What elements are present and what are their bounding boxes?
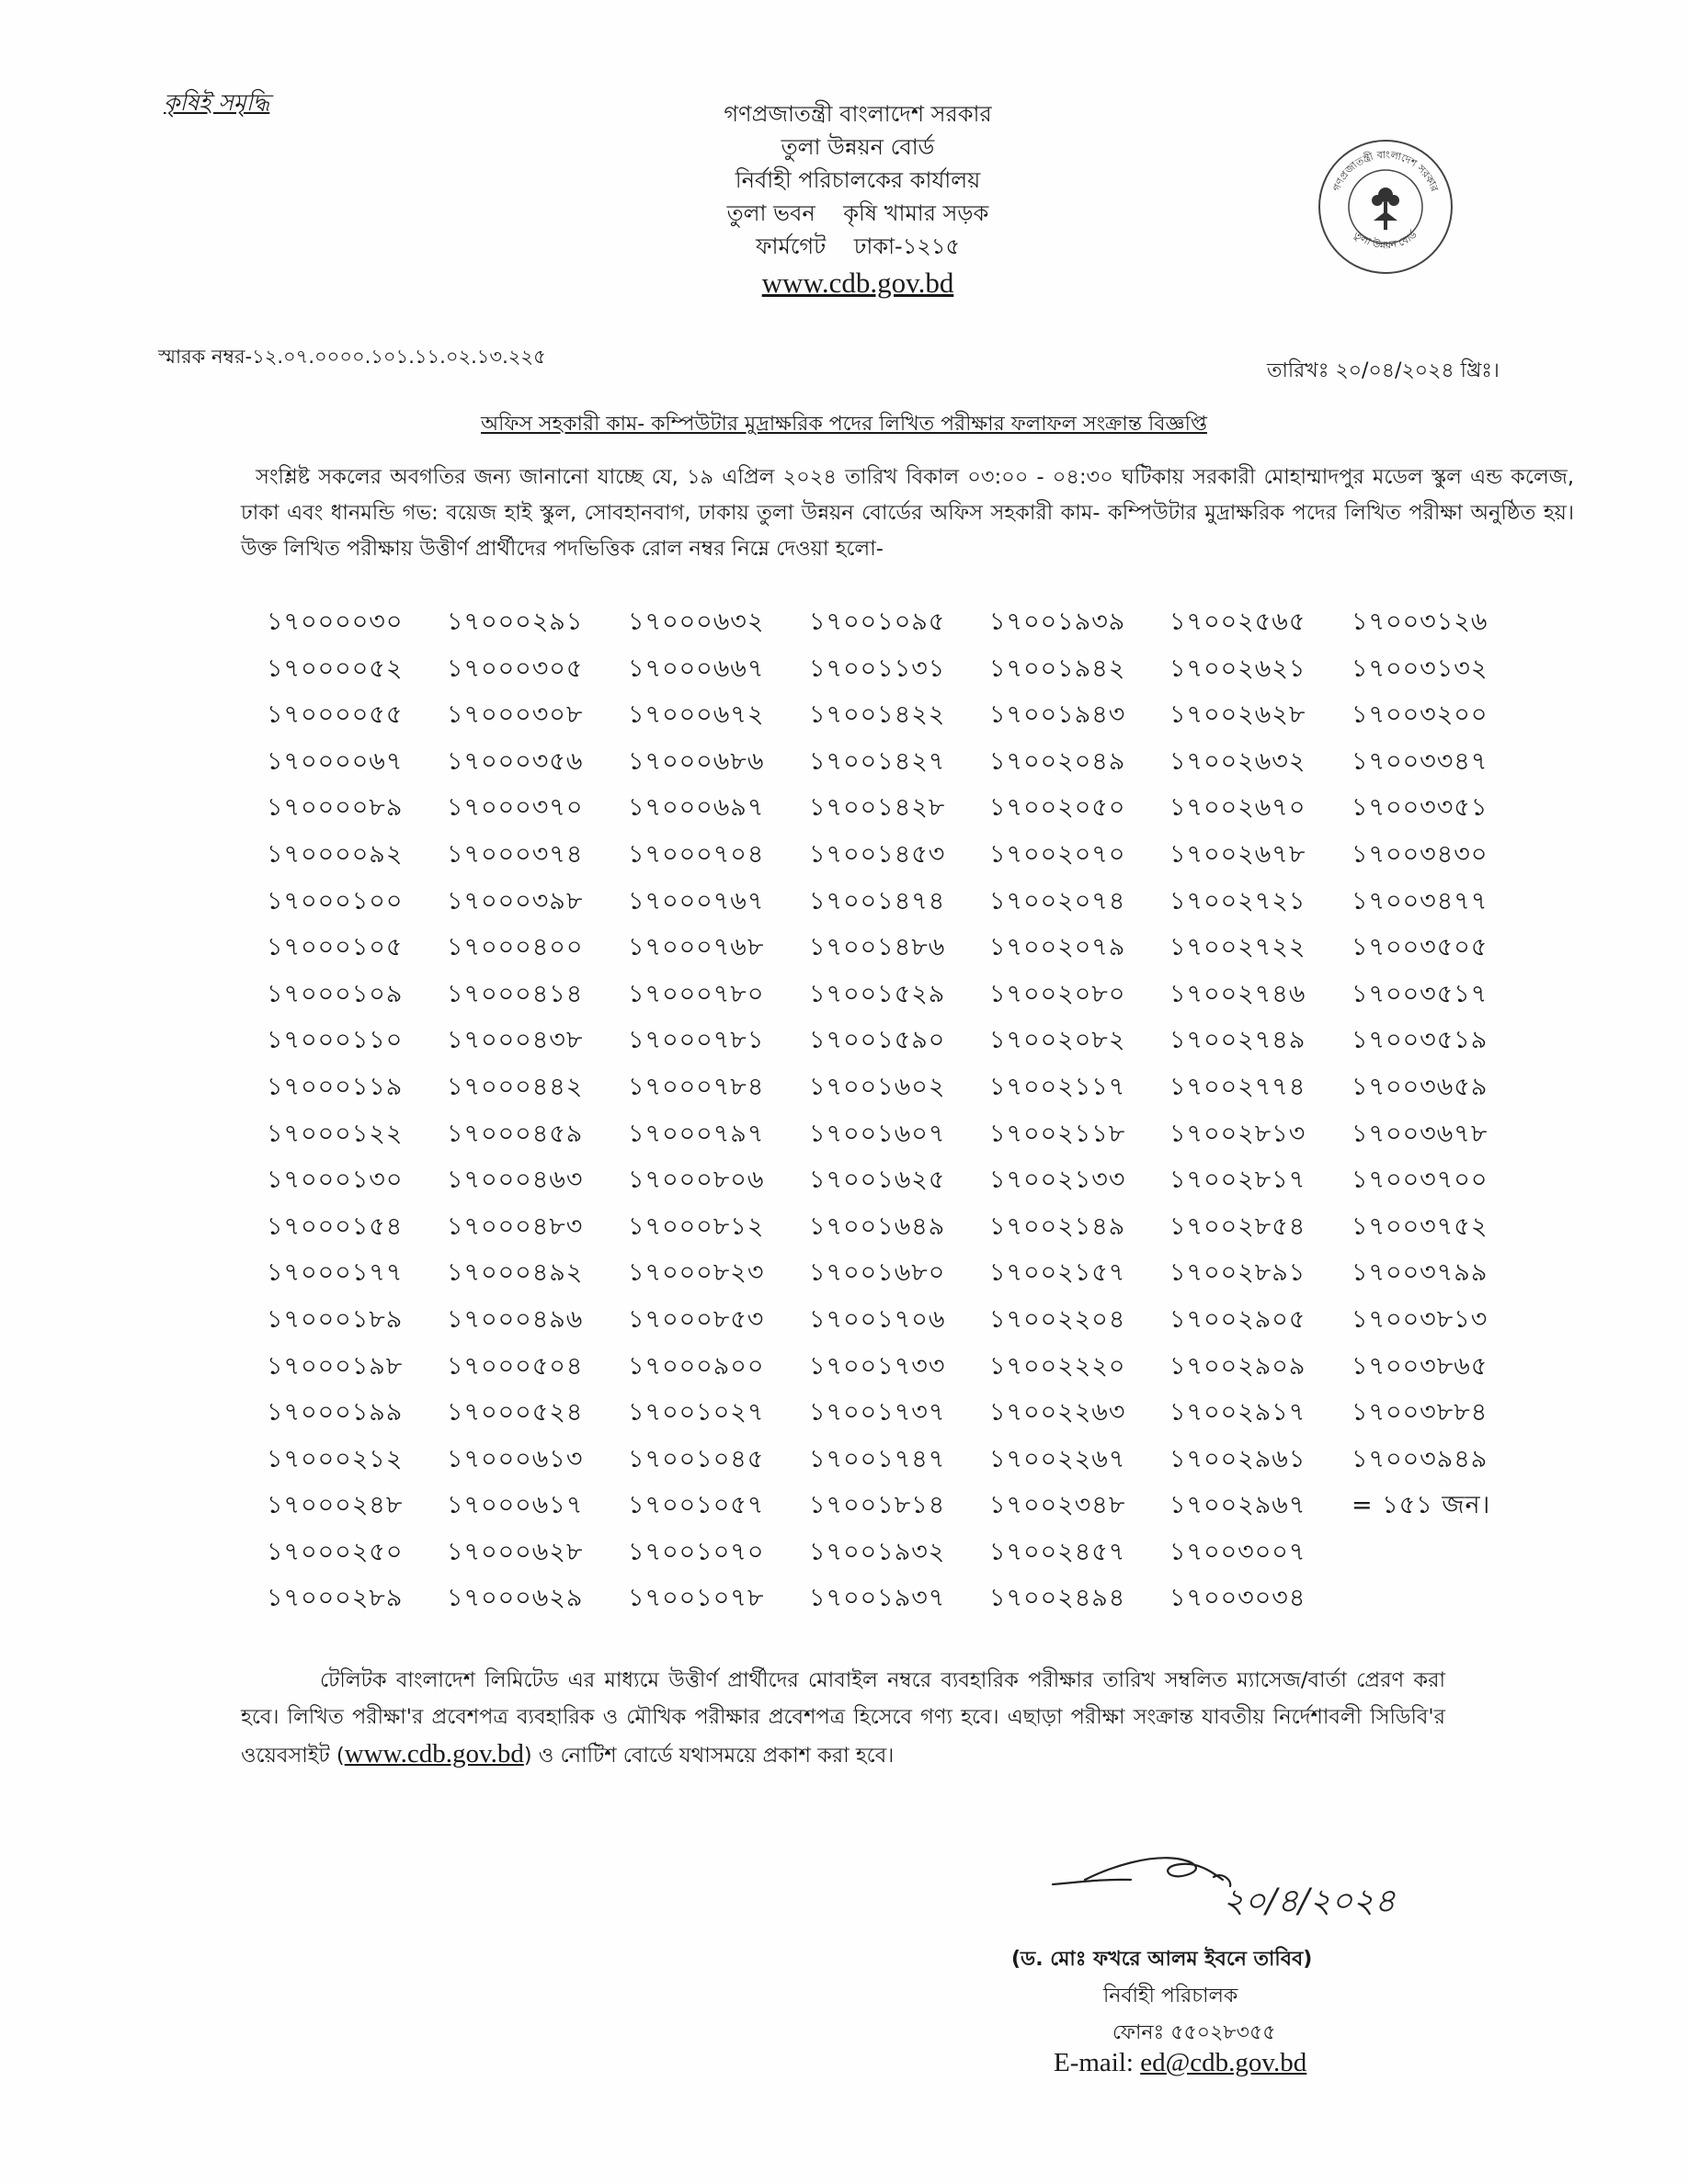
roll-number: ১৭০০১৯৩৭	[809, 1584, 946, 1613]
roll-number: ১৭০০০৪৮৩	[447, 1211, 584, 1241]
roll-number: ১৭০০০৩০৮	[447, 700, 584, 730]
roll-number: ১৭০০৩২০০	[1352, 700, 1488, 730]
roll-number: ১৭০০০৭৬৮	[628, 933, 765, 962]
roll-number: ১৭০০১০৪৫	[628, 1444, 765, 1473]
roll-number: ১৭০০০৭৯৭	[628, 1119, 765, 1148]
roll-number: ১৭০০২৮৫৪	[1169, 1211, 1306, 1241]
footer-website-link[interactable]: www.cdb.gov.bd	[344, 1739, 524, 1769]
roll-number: ১৭০০০৭৮১	[628, 1026, 765, 1055]
roll-number: ১৭০০২৭৭৪	[1169, 1072, 1306, 1101]
roll-number: ১৭০০৩৩৫১	[1352, 793, 1488, 823]
roll-number: ১৭০০১০২৭	[628, 1398, 765, 1428]
roll-number: ১৭০০০০৮৯	[267, 793, 404, 823]
roll-number: ১৭০০২৮১৩	[1169, 1119, 1306, 1148]
roll-number: ১৭০০০৮২৩	[628, 1258, 765, 1288]
roll-number: ১৭০০০৪৬৩	[447, 1166, 584, 1195]
roll-number: ১৭০০০৬৬৭	[628, 654, 765, 683]
header-website-link[interactable]: www.cdb.gov.bd	[761, 267, 954, 299]
svg-text:তুলা উন্নয়ন বোর্ড	[1351, 228, 1420, 251]
roll-number: ১৭০০২৩৪৮	[989, 1491, 1126, 1520]
roll-number: ১৭০০২৬৭০	[1169, 793, 1306, 823]
roll-number: ১৭০০২০৪৯	[989, 746, 1126, 776]
roll-number: ১৭০০৩৭০০	[1352, 1166, 1488, 1195]
roll-number: ১৭০০০৬২৯	[447, 1584, 584, 1613]
roll-number: ১৭০০৩০৩৪	[1169, 1584, 1306, 1613]
memo-number: স্মারক নম্বর-১২.০৭.০০০০.১০১.১১.০২.১৩.২২৫	[158, 346, 546, 368]
roll-number: ১৭০০০৭৮৪	[628, 1072, 765, 1101]
roll-number: ১৭০০০৫২৪	[447, 1398, 584, 1428]
notice-body	[241, 460, 1574, 567]
roll-number: ১৭০০০১০৫	[267, 933, 404, 962]
roll-number: ১৭০০০০৬৭	[267, 746, 404, 776]
roll-column	[447, 599, 622, 1622]
roll-number: ১৭০০০৪৯৬	[447, 1304, 584, 1334]
roll-number: ১৭০০৩০০৭	[1169, 1537, 1306, 1566]
roll-number: ১৭০০০৪০০	[447, 933, 584, 962]
roll-number: ১৭০০১১৩১	[809, 654, 946, 683]
roll-number: ১৭০০৩৮৬৫	[1352, 1351, 1488, 1381]
roll-number: ১৭০০১৯৪৩	[989, 700, 1126, 730]
header-line-address: তুলা ভবন কৃষি খামার সড়ক	[726, 200, 989, 226]
roll-number: ১৭০০০৪৯২	[447, 1258, 584, 1288]
roll-number: ১৭০০২৯১৭	[1169, 1398, 1306, 1428]
roll-number: ১৭০০১০৫৭	[628, 1491, 765, 1520]
header-line-board: তুলা উন্নয়ন বোর্ড	[781, 134, 935, 160]
roll-number: ১৭০০২০৭০	[989, 839, 1126, 869]
roll-number: ১৭০০০৪১৪	[447, 979, 584, 1008]
roll-number: ১৭০০২৮৯১	[1169, 1258, 1306, 1288]
roll-number: ১৭০০১০৭৮	[628, 1584, 765, 1613]
roll-number: ১৭০০২১৩৩	[989, 1166, 1126, 1195]
roll-number: ১৭০০১৬০৭	[809, 1119, 946, 1148]
roll-number: ১৭০০১৪৮৬	[809, 933, 946, 962]
roll-number: ১৭০০০৬৭২	[628, 700, 765, 730]
roll-number: ১৭০০০৫০৪	[447, 1351, 584, 1381]
roll-number: ১৭০০১৪২৭	[809, 746, 946, 776]
roll-number: ১৭০০০৩৭৪	[447, 839, 584, 869]
footer-text-after: ) ও নোটিশ বোর্ডে যথাসময়ে প্রকাশ করা হবে।	[523, 1744, 895, 1768]
roll-number: ১৭০০২১৫৭	[989, 1258, 1126, 1288]
roll-number: ১৭০০৩৩৪৭	[1352, 746, 1488, 776]
roll-number: ১৭০০০২৯১	[447, 608, 584, 636]
roll-number: ১৭০০৩৬৫৯	[1352, 1072, 1488, 1101]
roll-number: ১৭০০২২০৪	[989, 1304, 1126, 1334]
roll-number: ১৭০০২৭৪৯	[1169, 1026, 1306, 1055]
roll-number: ১৭০০১৯৪২	[989, 654, 1126, 683]
roll-number: ১৭০০০১৯৯	[267, 1398, 404, 1428]
body-text: সংশ্লিষ্ট সকলের অবগতির জন্য জানানো যাচ্ছে যে, ১৯ এপ্রিল ২০২৪ তারিখ বিকাল ০৩:০০ - ০৪:৩০ ঘটিকায় সরকারী মোহাম্মাদপুর মডেল স্কুল এন্ড কলেজ, ঢাকা এবং ধানমন্ডি গভ: বয়েজ হাই স্কুল, সোবহানবাগ, ঢাকায় তুলা উন্নয়ন বোর্ডের অফিস সহকারী কাম- কম্পিউটার মুদ্রাক্ষরিক পদের লিখিত পরীক্ষা অনুষ্ঠিত হয়। উক্ত লিখিত পরীক্ষায় উত্তীর্ণ প্রার্থীদের পদভিত্তিক রোল নম্বর নিম্নে দেওয়া হলো-	[241, 465, 1574, 561]
roll-number: ১৭০০২২২০	[989, 1351, 1126, 1381]
roll-number: ১৭০০০৬৩২	[628, 608, 765, 636]
roll-number: ১৭০০০১৯৮	[267, 1351, 404, 1381]
roll-number: ১৭০০৩৭৯৯	[1352, 1258, 1488, 1288]
roll-number: ১৭০০২৯৬১	[1169, 1444, 1306, 1473]
roll-number: ১৭০০০৬৮৬	[628, 746, 765, 776]
roll-number: ১৭০০২৫৬৫	[1169, 608, 1306, 636]
roll-number: ১৭০০০৪৪২	[447, 1072, 584, 1101]
roll-number: ১৭০০২৪৫৭	[989, 1537, 1126, 1566]
header-line-government: গণপ্রজাতন্ত্রী বাংলাদেশ সরকার	[724, 101, 992, 127]
roll-number: ১৭০০১৭৩৩	[809, 1351, 946, 1381]
signer-name: (ড. মোঃ ফখরে আলম ইবনে তাবিব)	[1011, 1948, 1313, 1971]
roll-number: ১৭০০২৭৪৬	[1169, 979, 1306, 1008]
signature-date: ২০/৪/২০২৪	[1223, 1883, 1397, 1920]
roll-number: ১৭০০৩৭৫২	[1352, 1211, 1488, 1241]
roll-number: ১৭০০৩৯৪৯	[1352, 1444, 1488, 1473]
roll-number: ১৭০০২৬২১	[1169, 654, 1306, 683]
roll-number: ১৭০০২০৫০	[989, 793, 1126, 823]
roll-number: ১৭০০০৩৫৬	[447, 746, 584, 776]
roll-number: ১৭০০৩৮৮৪	[1352, 1398, 1488, 1428]
roll-number: ১৭০০০৪৩৮	[447, 1026, 584, 1055]
roll-number: ১৭০০১৬০২	[809, 1072, 946, 1101]
roll-number: ১৭০০০১৫৪	[267, 1211, 404, 1241]
roll-number: ১৭০০০৬২৮	[447, 1537, 584, 1566]
roll-column	[989, 599, 1164, 1622]
roll-number: ১৭০০১৬৪৯	[809, 1211, 946, 1241]
roll-number: ১৭০০১৫২৯	[809, 979, 946, 1008]
roll-number: ১৭০০০১১৯	[267, 1072, 404, 1101]
roll-number: ১৭০০০৭০৪	[628, 839, 765, 869]
roll-number: ১৭০০২১১৮	[989, 1119, 1126, 1148]
roll-column	[628, 599, 803, 1622]
board-seal-icon	[1317, 138, 1454, 276]
roll-number: ১৭০০২৪৯৪	[989, 1584, 1126, 1613]
notice-subject	[0, 408, 1688, 442]
roll-number: ১৭০০১০৯৫	[809, 608, 946, 636]
roll-number: ১৭০০৩৪৭৭	[1352, 886, 1488, 916]
roll-number: ১৭০০০৬১৭	[447, 1491, 584, 1520]
seal-text-bottom: তুলা উন্নয়ন বোর্ড	[1352, 228, 1420, 252]
roll-number: ১৭০০০৬১৩	[447, 1444, 584, 1473]
roll-number: ১৭০০১৪৫৩	[809, 839, 946, 869]
roll-number: ১৭০০১৯৩৯	[989, 608, 1126, 636]
roll-number: ১৭০০০১৩০	[267, 1166, 404, 1195]
roll-number: ১৭০০০১২২	[267, 1119, 404, 1148]
signer-email	[1054, 2048, 1306, 2078]
roll-column	[1169, 599, 1344, 1622]
roll-number: ১৭০০০৮০৬	[628, 1166, 765, 1195]
issue-date: তারিখঃ ২০/০৪/২০২৪ খ্রিঃ।	[1267, 359, 1500, 382]
footer-text-before: টেলিটক বাংলাদেশ লিমিটেড এর মাধ্যমে উত্তীর্ণ প্রার্থীদের মোবাইল নম্বরে ব্যবহারিক পরীক্ষার তারিখ সম্বলিত ম্যাসেজ/বার্তা প্রেরণ করা হবে। লিখিত পরীক্ষা'র প্রবেশপত্র ব্যবহারিক ও মৌখিক পরীক্ষার প্রবেশপত্র হিসেবে গণ্য হবে। এছাড়া পরীক্ষা সংক্রান্ত যাবতীয় নির্দেশাবলী সিডিবি'র ওয়েবসাইট (	[241, 1668, 1445, 1768]
roll-number: ১৭০০২৬২৮	[1169, 700, 1306, 730]
roll-number: ১৭০০০২৪৮	[267, 1491, 404, 1520]
roll-number: ১৭০০২৬৭৮	[1169, 839, 1306, 869]
roll-number: ১৭০০২৭২১	[1169, 886, 1306, 916]
roll-number: ১৭০০১৬২৫	[809, 1166, 946, 1195]
roll-number: ১৭০০১৭৪৭	[809, 1444, 946, 1473]
roll-number: ১৭০০২০৭৯	[989, 933, 1126, 962]
roll-number: ১৭০০২৬৩২	[1169, 746, 1306, 776]
email-link[interactable]: ed@cdb.gov.bd	[1140, 2048, 1307, 2077]
roll-number: ১৭০০০৭৬৭	[628, 886, 765, 916]
roll-number: ১৭০০২০৮০	[989, 979, 1126, 1008]
notice-footer	[241, 1662, 1445, 1774]
roll-number: ১৭০০৩৫১৯	[1352, 1026, 1488, 1055]
roll-number: ১৭০০৩৮১৩	[1352, 1304, 1488, 1334]
roll-column	[1352, 599, 1526, 1530]
svg-text:গণপ্রজাতন্ত্রী বাংলাদেশ সরকার	[1330, 149, 1441, 194]
roll-number: ১৭০০০৩০৫	[447, 654, 584, 683]
roll-number: ১৭০০২১১৭	[989, 1072, 1126, 1101]
roll-number: ১৭০০০১০০	[267, 886, 404, 916]
roll-number: ১৭০০০৮৫৩	[628, 1304, 765, 1334]
roll-number: ১৭০০২৭২২	[1169, 933, 1306, 962]
roll-number: ১৭০০০৩৭০	[447, 793, 584, 823]
roll-number: ১৭০০০১০৯	[267, 979, 404, 1008]
roll-number: ১৭০০০০৫৫	[267, 700, 404, 730]
roll-number: ১৭০০১৭৩৭	[809, 1398, 946, 1428]
roll-number: ১৭০০০৪৫৯	[447, 1119, 584, 1148]
roll-number: ১৭০০১৯৩২	[809, 1537, 946, 1566]
slogan: কৃষিই সমৃদ্ধি	[164, 89, 270, 116]
roll-number: ১৭০০৩১২৬	[1352, 608, 1488, 636]
roll-number: ১৭০০০৯০০	[628, 1351, 765, 1381]
roll-number: ১৭০০১৪৭৪	[809, 886, 946, 916]
roll-number: ১৭০০৩৪৩০	[1352, 839, 1488, 869]
roll-number: ১৭০০০১৮৯	[267, 1304, 404, 1334]
roll-number: ১৭০০১৭০৬	[809, 1304, 946, 1334]
subject-text: অফিস সহকারী কাম- কম্পিউটার মুদ্রাক্ষরিক পদের লিখিত পরীক্ষার ফলাফল সংক্রান্ত বিজ্ঞপ্তি	[481, 413, 1207, 436]
roll-number: ১৭০০০৭৮০	[628, 979, 765, 1008]
roll-number: ১৭০০০১১০	[267, 1026, 404, 1055]
roll-number: ১৭০০৩৫১৭	[1352, 979, 1488, 1008]
roll-number: ১৭০০২১৪৯	[989, 1211, 1126, 1241]
roll-number: ১৭০০০০৯২	[267, 839, 404, 869]
roll-number: ১৭০০১০৭০	[628, 1537, 765, 1566]
signer-phone: ফোনঃ ৫৫০২৮৩৫৫	[1112, 2021, 1276, 2044]
roll-number: ১৭০০২৯০৯	[1169, 1351, 1306, 1381]
roll-number: ১৭০০০৩৯৮	[447, 886, 584, 916]
roll-number: ১৭০০২২৬৭	[989, 1444, 1126, 1473]
roll-number: ১৭০০০০৩০	[267, 608, 404, 636]
roll-number: ১৭০০১৬৮০	[809, 1258, 946, 1288]
roll-number: ১৭০০২৯০৫	[1169, 1304, 1306, 1334]
roll-number: = ১৫১ জন।	[1352, 1491, 1491, 1520]
roll-number: ১৭০০২৯৬৭	[1169, 1491, 1306, 1520]
signer-designation: নির্বাহী পরিচালক	[1103, 1985, 1238, 2008]
roll-column	[809, 599, 984, 1622]
roll-number: ১৭০০২৮১৭	[1169, 1166, 1306, 1195]
roll-number: ১৭০০০১৭৭	[267, 1258, 404, 1288]
roll-number: ১৭০০১৪২২	[809, 700, 946, 730]
seal-text-top: গণপ্রজাতন্ত্রী বাংলাদেশ সরকার	[1330, 148, 1441, 194]
roll-number: ১৭০০১৮১৪	[809, 1491, 946, 1520]
roll-number: ১৭০০০০৫২	[267, 654, 404, 683]
roll-number: ১৭০০২০৮২	[989, 1026, 1126, 1055]
roll-number: ১৭০০১৫৯০	[809, 1026, 946, 1055]
header-line-office: নির্বাহী পরিচালকের কার্যালয়	[735, 167, 981, 193]
roll-number: ১৭০০৩১৩২	[1352, 654, 1488, 683]
roll-number: ১৭০০২০৭৪	[989, 886, 1126, 916]
roll-number: ১৭০০০২৮৯	[267, 1584, 404, 1613]
roll-number: ১৭০০২২৬৩	[989, 1398, 1126, 1428]
header-line-city: ফার্মগেট ঢাকা-১২১৫	[755, 233, 961, 259]
roll-number: ১৭০০০৮১২	[628, 1211, 765, 1241]
roll-number: ১৭০০১৪২৮	[809, 793, 946, 823]
roll-number: ১৭০০৩৫০৫	[1352, 933, 1488, 962]
roll-column	[267, 599, 441, 1622]
roll-number: ১৭০০০৬৯৭	[628, 793, 765, 823]
roll-number: ১৭০০০২১২	[267, 1444, 404, 1473]
roll-number: ১৭০০৩৬৭৮	[1352, 1119, 1488, 1148]
email-label: E-mail:	[1054, 2048, 1141, 2077]
roll-number: ১৭০০০২৫০	[267, 1537, 404, 1566]
